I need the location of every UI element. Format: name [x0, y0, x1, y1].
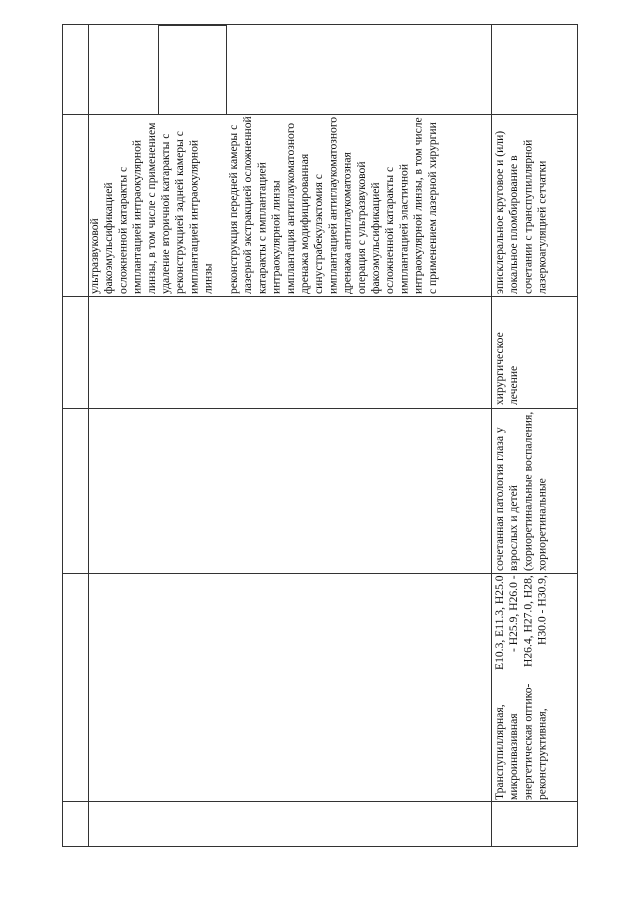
method-divider: [226, 25, 227, 114]
treatment-type-cell: хирургическое лечение: [493, 332, 521, 405]
row-divider: [63, 408, 577, 409]
methods-cell-3: реконструкция передней камеры с лазерной экстракцией осложненной катаракты с имплантацией интраокулярной линзы имплантация антиглаукоматозного дренажа модифицированная синустрабекулэктомия с имплантацией антиглаукоматозного дренажа антиглаукоматозная операция с ультразвуковой факоэмульсификацией осложненной катаракты с имплантацией эластичной интраокулярной линзы, в том числе с применением лазерной хирургии: [227, 116, 439, 294]
methods-cell-2: удаление вторичной катаракты с реконструкцией задней камеры с имплантацией интраокулярной линзы: [159, 131, 215, 294]
methods-cell-1: ультразвуковой факоэмульсификацией осложненной катаракты с имплантацией интраокулярной линзы, в том числе с применением: [88, 122, 158, 294]
icd-codes-cell: E10.3, E11.3, H25.0 - H25.9, H26.0 - H26.4, H27.0, H28, H30.0 - H30.9,: [493, 575, 549, 670]
method-divider: [158, 25, 226, 115]
document-table: [62, 24, 578, 847]
row-divider: [63, 573, 577, 574]
row-divider: [63, 296, 577, 297]
condition-cell: сочетанная патология глаза у взрослых и детей (хориоретинальные воспаления, хориоретинальные: [493, 411, 549, 571]
row-divider: [63, 801, 577, 802]
method-divider: [491, 25, 492, 114]
methods-cell-4: эписклеральное круговое и (или) локальное пломбирование в сочетании с транспупиллярной лазеркоагуляцией сетчатки: [493, 130, 549, 294]
row-divider: [63, 114, 577, 115]
column-divider: [491, 25, 492, 846]
method-name-cell: Транспупиллярная, микроинвазивная энергетическая оптико-реконструктивная,: [493, 683, 549, 800]
method-divider: [158, 25, 159, 114]
